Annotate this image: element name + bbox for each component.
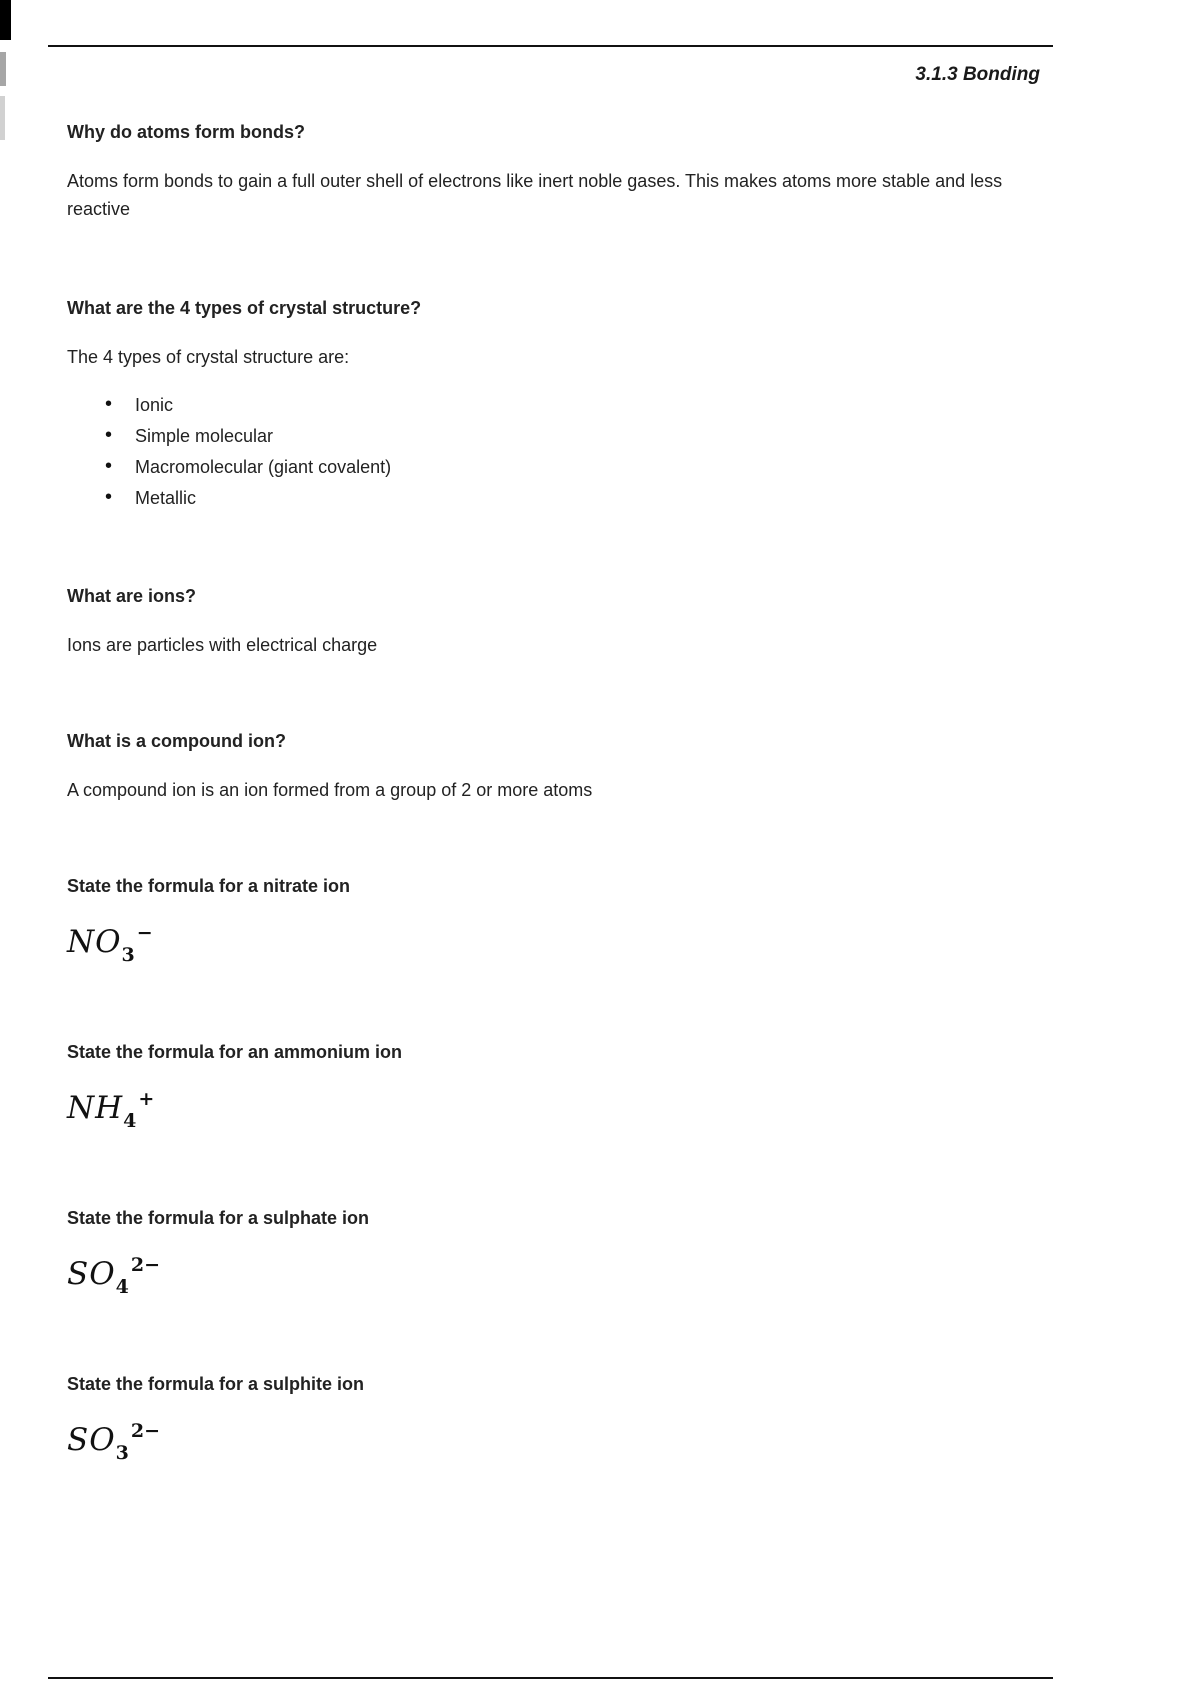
answer-text: The 4 types of crystal structure are: [67,347,350,367]
formula-subscript: 4 [115,1276,129,1298]
question-heading: State the formula for a sulphate ion [67,1208,370,1228]
list-item: • Metallic [105,483,1040,514]
sulphate-formula [67,1250,1040,1302]
answer-text: Ions are particles with electrical charge [67,635,378,655]
formula-superscript: 2− [130,1254,161,1276]
formula-base: NO [67,924,122,960]
formula-superscript: − [136,922,153,944]
sulphite-formula [67,1416,1040,1468]
question-heading: What is a compound ion? [67,731,286,751]
ammonium-formula [67,1084,1040,1136]
list-item: • Simple molecular [105,421,1040,452]
scan-artifact [0,0,11,40]
formula-superscript: 2− [130,1420,161,1442]
formula-subscript: 3 [115,1442,129,1464]
formula-subscript: 3 [121,944,135,966]
question-heading: What are the 4 types of crystal structure? [67,298,422,318]
formula-base: SO [67,1256,116,1292]
formula-base: NH [67,1090,124,1126]
list-item: • Macromolecular (giant covalent) [105,452,1040,483]
formula-subscript: 4 [123,1110,137,1132]
answer-text: Atoms form bonds to gain a full outer shell of electrons like inert noble gases. This makes atoms more stable and less reactive [67,171,1003,219]
page-title: 3.1.3 Bonding [915,64,1040,85]
scan-artifact [0,96,5,140]
question-heading: Why do atoms form bonds? [67,122,305,142]
question-heading: State the formula for a nitrate ion [67,876,351,896]
bottom-rule [48,1677,1053,1679]
crystal-structure-list [67,390,1040,514]
question-heading: What are ions? [67,586,197,606]
answer-text: A compound ion is an ion formed from a group of 2 or more atoms [67,780,593,800]
page-content [67,0,1040,1468]
nitrate-formula [67,918,1040,970]
list-item: • Ionic [105,390,1040,421]
question-heading: State the formula for an ammonium ion [67,1042,403,1062]
formula-superscript: + [138,1088,155,1110]
question-heading: State the formula for a sulphite ion [67,1374,365,1394]
formula-base: SO [67,1422,116,1458]
scan-artifact [0,52,6,86]
